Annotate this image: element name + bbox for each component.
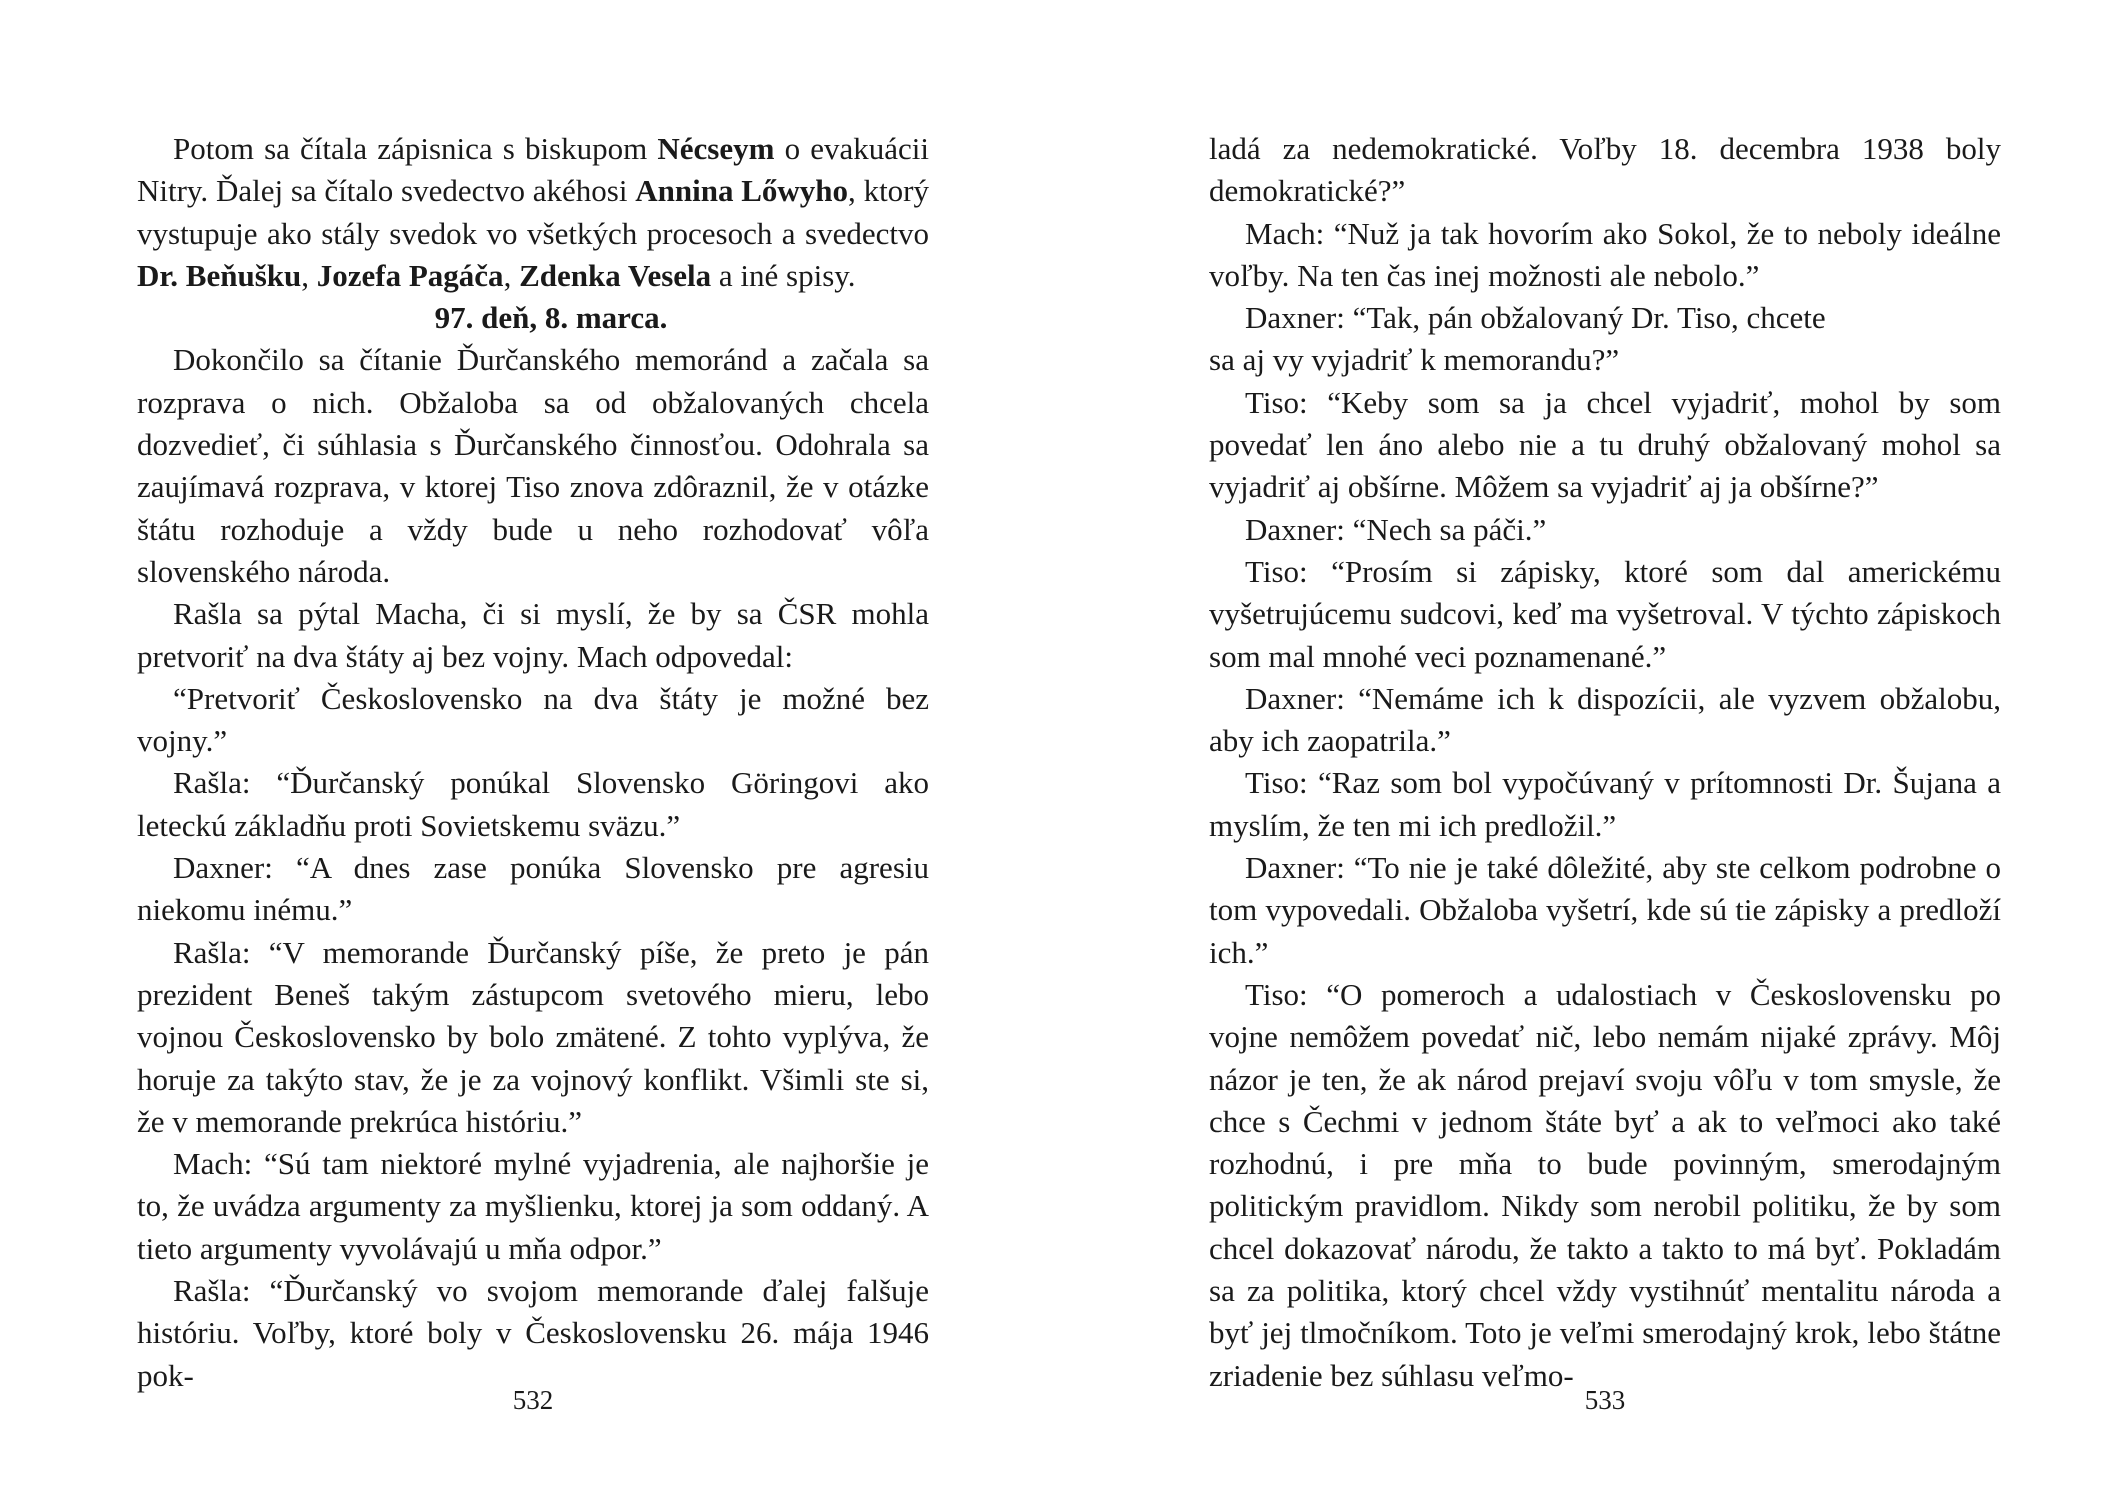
text-run: , ktorý vystupuje ako stály svedok vo všetkých procesoch a svedectvo: [137, 173, 930, 251]
paragraph: [137, 128, 929, 297]
paragraph: ladá za nedemokratické. Voľby 18. decembra 1938 boly demokratické?”: [1209, 131, 2001, 209]
page-number: 533: [1584, 1385, 1626, 1415]
bold-name: Dr. Beňušku: [137, 257, 302, 293]
paragraph: Rašla: “V memorande Ďurčanský píše, že preto je pán prezident Beneš takým zástupcom svetového mieru, lebo vojnou Československo by bolo zmätené. Z tohto vyplýva, že horuje za takýto stav, že je za vojnový konflikt. Všimli ste si, že v memorande prekrúca históriu.”: [137, 934, 929, 1139]
paragraph: Daxner: “Nemáme ich k dispozícii, ale vyzvem obžalobu, aby ich zaopatrila.”: [1209, 680, 2001, 759]
paragraph: Daxner: “A dnes zase ponúka Slovensko pre agresiu niekomu inému.”: [137, 850, 929, 928]
bold-name: Zdenka Vesela: [519, 257, 712, 293]
paragraph: Tiso: “Raz som bol vypočúvaný v prítomnosti Dr. Šujana a myslím, že ten mi ich predložil.”: [1209, 765, 2001, 843]
right-page: [1059, 0, 2118, 1500]
paragraph: Dokončilo sa čítanie Ďurčanského memoránd a začala sa rozprava o nich. Obžaloba sa od obžalovaných chcela dozvedieť, či súhlasia s Ďurčanského činnosťou. Odohrala sa zaujímavá rozprava, v ktorej Tiso znova zdôraznil, že v otázke štátu rozhoduje a vždy bude u neho rozhodovať vôľa slovenského národa.: [137, 342, 929, 589]
right-page-text: [1209, 128, 2001, 1397]
text-run: Potom sa čítala zápisnica s biskupom: [173, 131, 658, 166]
paragraph: sa aj vy vyjadriť k memorandu?”: [1209, 342, 1620, 378]
paragraph: Daxner: “To nie je také dôležité, aby ste celkom podrobne o tom vypovedali. Obžaloba vyšetrí, kde sú tie zápisky a predloží ich.”: [1209, 850, 2001, 970]
bold-name: Nécseym: [657, 131, 775, 166]
paragraph: Daxner: “Tak, pán obžalovaný Dr. Tiso, chcete: [1245, 300, 1826, 336]
paragraph: “Pretvoriť Československo na dva štáty je možné bez vojny.”: [137, 680, 929, 759]
text-run: ,: [503, 257, 520, 293]
paragraph: Rašla sa pýtal Macha, či si myslí, že by sa ČSR mohla pretvoriť na dva štáty aj bez vojny. Mach odpovedal:: [137, 596, 929, 674]
text-run: ,: [301, 257, 317, 293]
text-run: a iné spisy.: [711, 257, 856, 293]
paragraph: Daxner: “Nech sa páči.”: [1245, 511, 1547, 547]
section-heading: 97. deň, 8. marca.: [434, 300, 668, 336]
left-page-text: [137, 128, 929, 1397]
text-run: o evakuácii Nitry. Ďalej sa čítalo svedectvo akéhosi: [137, 131, 930, 209]
paragraph: Tiso: “O pomeroch a udalostiach v Československu po vojne nemôžem povedať nič, lebo nemám nijaké zprávy. Môj názor je ten, že ak národ prejaví svoju vôľu v tom smysle, že chce s Čechmi v jednom štáte byť a ak to veľmoci ako také rozhodnú, i pre mňa to bude povinným, smerodajným politickým pravidlom. Nikdy som nerobil politiku, že by som chcel dokazovať národu, že takto a takto to má byť. Pokladám sa za politika, ktorý chcel vždy vystihnúť mentalitu národa a byť jej tlmočníkom. Toto je veľmi smerodajný krok, lebo štátne zriadenie bez súhlasu veľmo-: [1209, 976, 2001, 1393]
bold-name: Jozefa Pagáča: [316, 257, 504, 293]
paragraph: Rašla: “Ďurčanský vo svojom memorande ďalej falšuje históriu. Voľby, ktoré boly v Československu 26. mája 1946 pok-: [137, 1273, 929, 1393]
paragraph: Rašla: “Ďurčanský ponúkal Slovensko Göringovi ako leteckú základňu proti Sovietskemu sväzu.”: [137, 765, 929, 843]
page-number: 532: [512, 1385, 554, 1415]
paragraph: Mach: “Nuž ja tak hovorím ako Sokol, že to neboly ideálne voľby. Na ten čas inej možnosti ale nebolo.”: [1209, 215, 2001, 293]
paragraph: Mach: “Sú tam niektoré mylné vyjadrenia, ale najhoršie je to, že uvádza argumenty za myšlienku, ktorej ja som oddaný. A tieto argumenty vyvolávajú u mňa odpor.”: [137, 1146, 929, 1266]
bold-name: Annina Lőwyho: [635, 173, 849, 209]
paragraph: Tiso: “Keby som sa ja chcel vyjadriť, mohol by som povedať len áno alebo nie a tu druhý obžalovaný mohol sa vyjadriť aj obšírne. Môžem sa vyjadriť aj ja obšírne?”: [1209, 384, 2001, 505]
paragraph: Tiso: “Prosím si zápisky, ktoré som dal americkému vyšetrujúcemu sudcovi, keď ma vyšetroval. V týchto zápiskoch som mal mnohé veci poznamenané.”: [1209, 553, 2001, 674]
